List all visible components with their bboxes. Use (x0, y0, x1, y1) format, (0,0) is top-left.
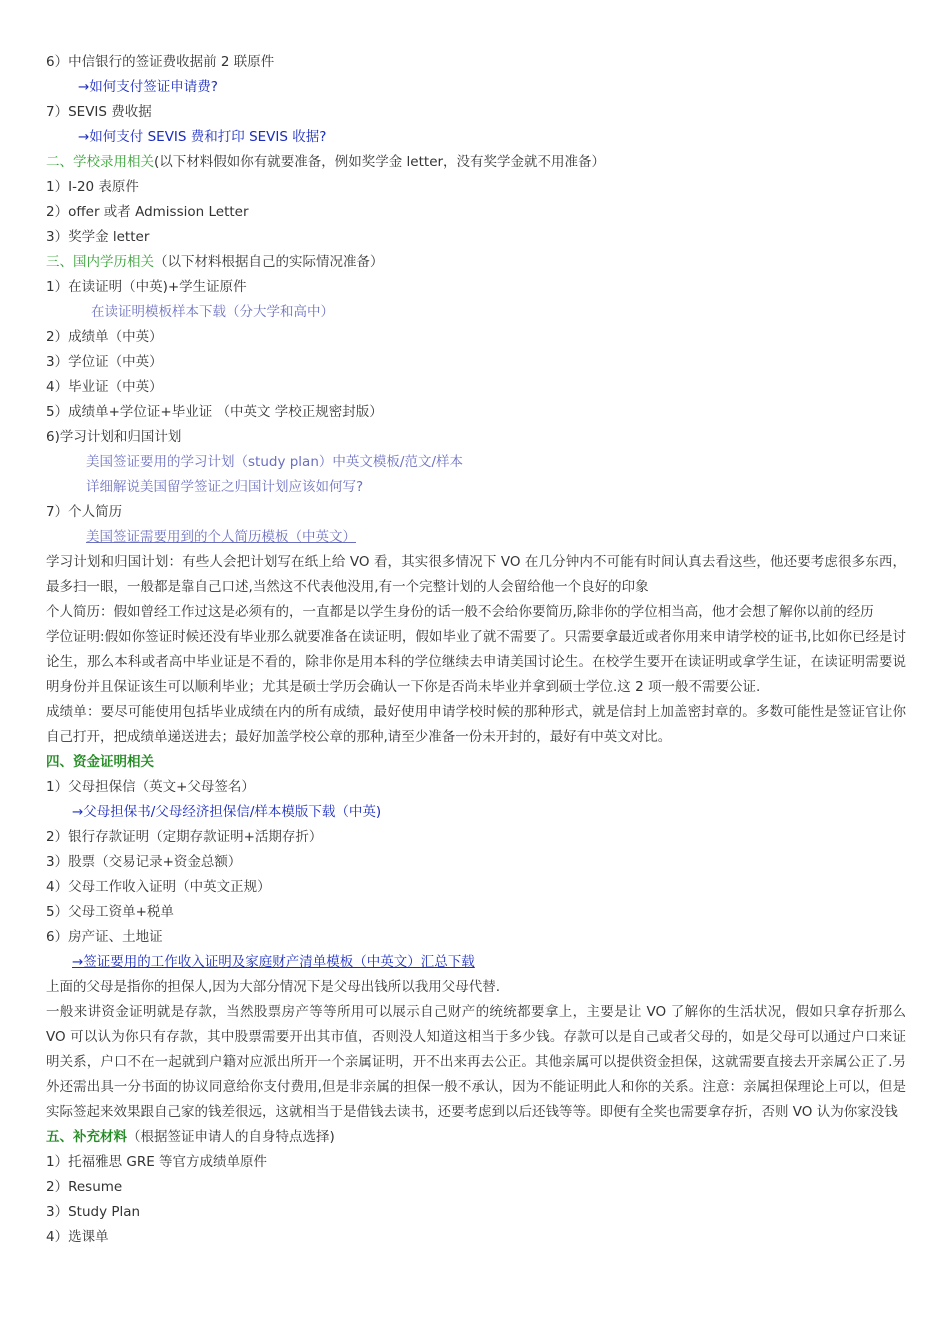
link-return-plan-guide[interactable]: 详细解说美国留学签证之归国计划应该如何写? (86, 479, 364, 495)
link-study-plan-template[interactable]: 美国签证要用的学习计划（study plan）中英文模板 (86, 454, 400, 470)
link-pay-sevis-fee[interactable]: →如何支付 SEVIS 费和打印 SEVIS 收据? (78, 129, 327, 145)
list-item: 2）offer 或者 Admission Letter (46, 204, 249, 220)
section-note: （根据签证申请人的自身特点选择) (127, 1129, 335, 1145)
section-heading-education (46, 250, 906, 275)
section-title: 二、学校录用相关 (46, 154, 154, 170)
link-enrollment-template[interactable]: 在读证明模板样本下载（分大学和高中） (91, 304, 334, 320)
link-resume-template[interactable]: 美国签证需要用到的个人简历模板（中英文） (86, 529, 356, 545)
list-item: 4）毕业证（中英） (46, 379, 163, 395)
list-item: 7）SEVIS 费收据 (46, 104, 152, 120)
paragraph-transcript: 成绩单：要尽可能使用包括毕业成绩在内的所有成绩，最好使用申请学校时候的那种形式，就是信封上加盖密封章的。多数可能性是签证官让你自己打开，把成绩单递送进去；最好加盖学校公章的那种,请至少准备一份未开封的，最好有中英文对比。 (46, 704, 906, 745)
paragraph-funds: 一般来讲资金证明就是存款，当然股票房产等等所用可以展示自己财产的统统都要拿上，主要是让 VO 了解你的生活状况，假如只拿存折那么 VO 可以认为你只有存款，其中股票需要开出其市值，否则没人知道这相当于多少钱。存款可以是自己或者父母的，如是父母可以通过户口来证明关系，户口不在一起就到户籍对应派出所开一个亲属证明，开不出来再去公正。其他亲属可以提供资金担保，这就需要直接去开亲属公正了.另外还需出具一分书面的协议同意给你支付费用,但是非亲属的担保一般不承认，因为不能证明此人和你的关系。注意：亲属担保理论上可以，但是实际签起来效果跟自己家的钱差很远，这就相当于是借钱去读书，还要考虑到以后还钱等等。即便有全奖也需要拿存折，否则 VO 认为你家没钱 (46, 1004, 906, 1120)
slash-separator: / (399, 454, 405, 470)
section-heading-supplementary (46, 1125, 906, 1150)
section-title: 五、补充材料 (46, 1129, 127, 1145)
list-item: 5）成绩单+学位证+毕业证 （中英文 学校正规密封版） (46, 404, 383, 420)
list-item: 3）奖学金 letter (46, 229, 150, 245)
list-item: 6）房产证、土地证 (46, 929, 163, 945)
section-note: （以下材料根据自己的实际情况准备） (154, 254, 384, 270)
list-item: 2）成绩单（中英） (46, 329, 163, 345)
list-item: 1）I-20 表原件 (46, 179, 139, 195)
section-title: 三、国内学历相关 (46, 254, 154, 270)
list-item: 7）个人简历 (46, 504, 123, 520)
list-item: 3）Study Plan (46, 1204, 141, 1220)
list-item: 2）银行存款证明（定期存款证明+活期存折） (46, 829, 323, 845)
list-item: 1）父母担保信（英文+父母签名） (46, 779, 255, 795)
list-item: 6)学习计划和归国计划 (46, 429, 182, 445)
list-item: 3）学位证（中英） (46, 354, 163, 370)
paragraph-resume: 个人简历：假如曾经工作过这是必须有的，一直都是以学生身份的话一般不会给你要简历,除非你的学位相当高，他才会想了解你以前的经历 (46, 604, 874, 620)
list-item: 4）选课单 (46, 1229, 109, 1245)
list-item: 1）托福雅思 GRE 等官方成绩单原件 (46, 1154, 268, 1170)
paragraph-sponsor: 上面的父母是指你的担保人,因为大部分情况下是父母出钱所以我用父母代替. (46, 979, 501, 995)
link-study-plan-sample[interactable]: 样本 (436, 454, 464, 470)
link-study-plan-essay[interactable]: 范文 (404, 454, 432, 470)
section-note: (以下材料假如你有就要准备，例如奖学金 letter，没有奖学金就不用准备） (154, 154, 606, 170)
list-item: 6）中信银行的签证费收据前 2 联原件 (46, 54, 275, 70)
section-heading-school (46, 150, 906, 175)
link-income-property-template[interactable]: →签证要用的工作收入证明及家庭财产清单模板（中英文）汇总下载 (72, 954, 475, 970)
paragraph-study-plan: 学习计划和归国计划：有些人会把计划写在纸上给 VO 看，其实很多情况下 VO 在几分钟内不可能有时间认真去看这些，他还要考虑很多东西，最多扫一眼，一般都是靠自己口述,当然这不代表他没用,有一个完整计划的人会留给他一个良好的印象 (46, 554, 906, 595)
section-heading-funds: 四、资金证明相关 (46, 754, 154, 770)
link-pay-visa-fee[interactable]: →如何支付签证申请费? (78, 79, 218, 95)
document-page (46, 50, 906, 1250)
list-item: 1）在读证明（中英)+学生证原件 (46, 279, 247, 295)
link-guarantee-letter-template[interactable]: →父母担保书/父母经济担保信/样本模版下载（中英) (72, 804, 382, 820)
list-item: 3）股票（交易记录+资金总额） (46, 854, 242, 870)
paragraph-degree: 学位证明:假如你签证时候还没有毕业那么就要准备在读证明，假如毕业了就不需要了。只需要拿最近或者你用来申请学校的证书,比如你已经是讨论生，那么本科或者高中毕业证是不看的，除非你是用本科的学位继续去申请美国讨论生。在校学生要开在读证明或拿学生证，在读证明需要说明身份并且保证该生可以顺利毕业；尤其是硕士学历会确认一下你是否尚未毕业并拿到硕士学位.这 2 项一般不需要公证. (46, 629, 906, 695)
slash-separator: / (431, 454, 437, 470)
list-item: 5）父母工资单+税单 (46, 904, 174, 920)
list-item: 4）父母工作收入证明（中英文正规） (46, 879, 271, 895)
list-item: 2）Resume (46, 1179, 123, 1195)
